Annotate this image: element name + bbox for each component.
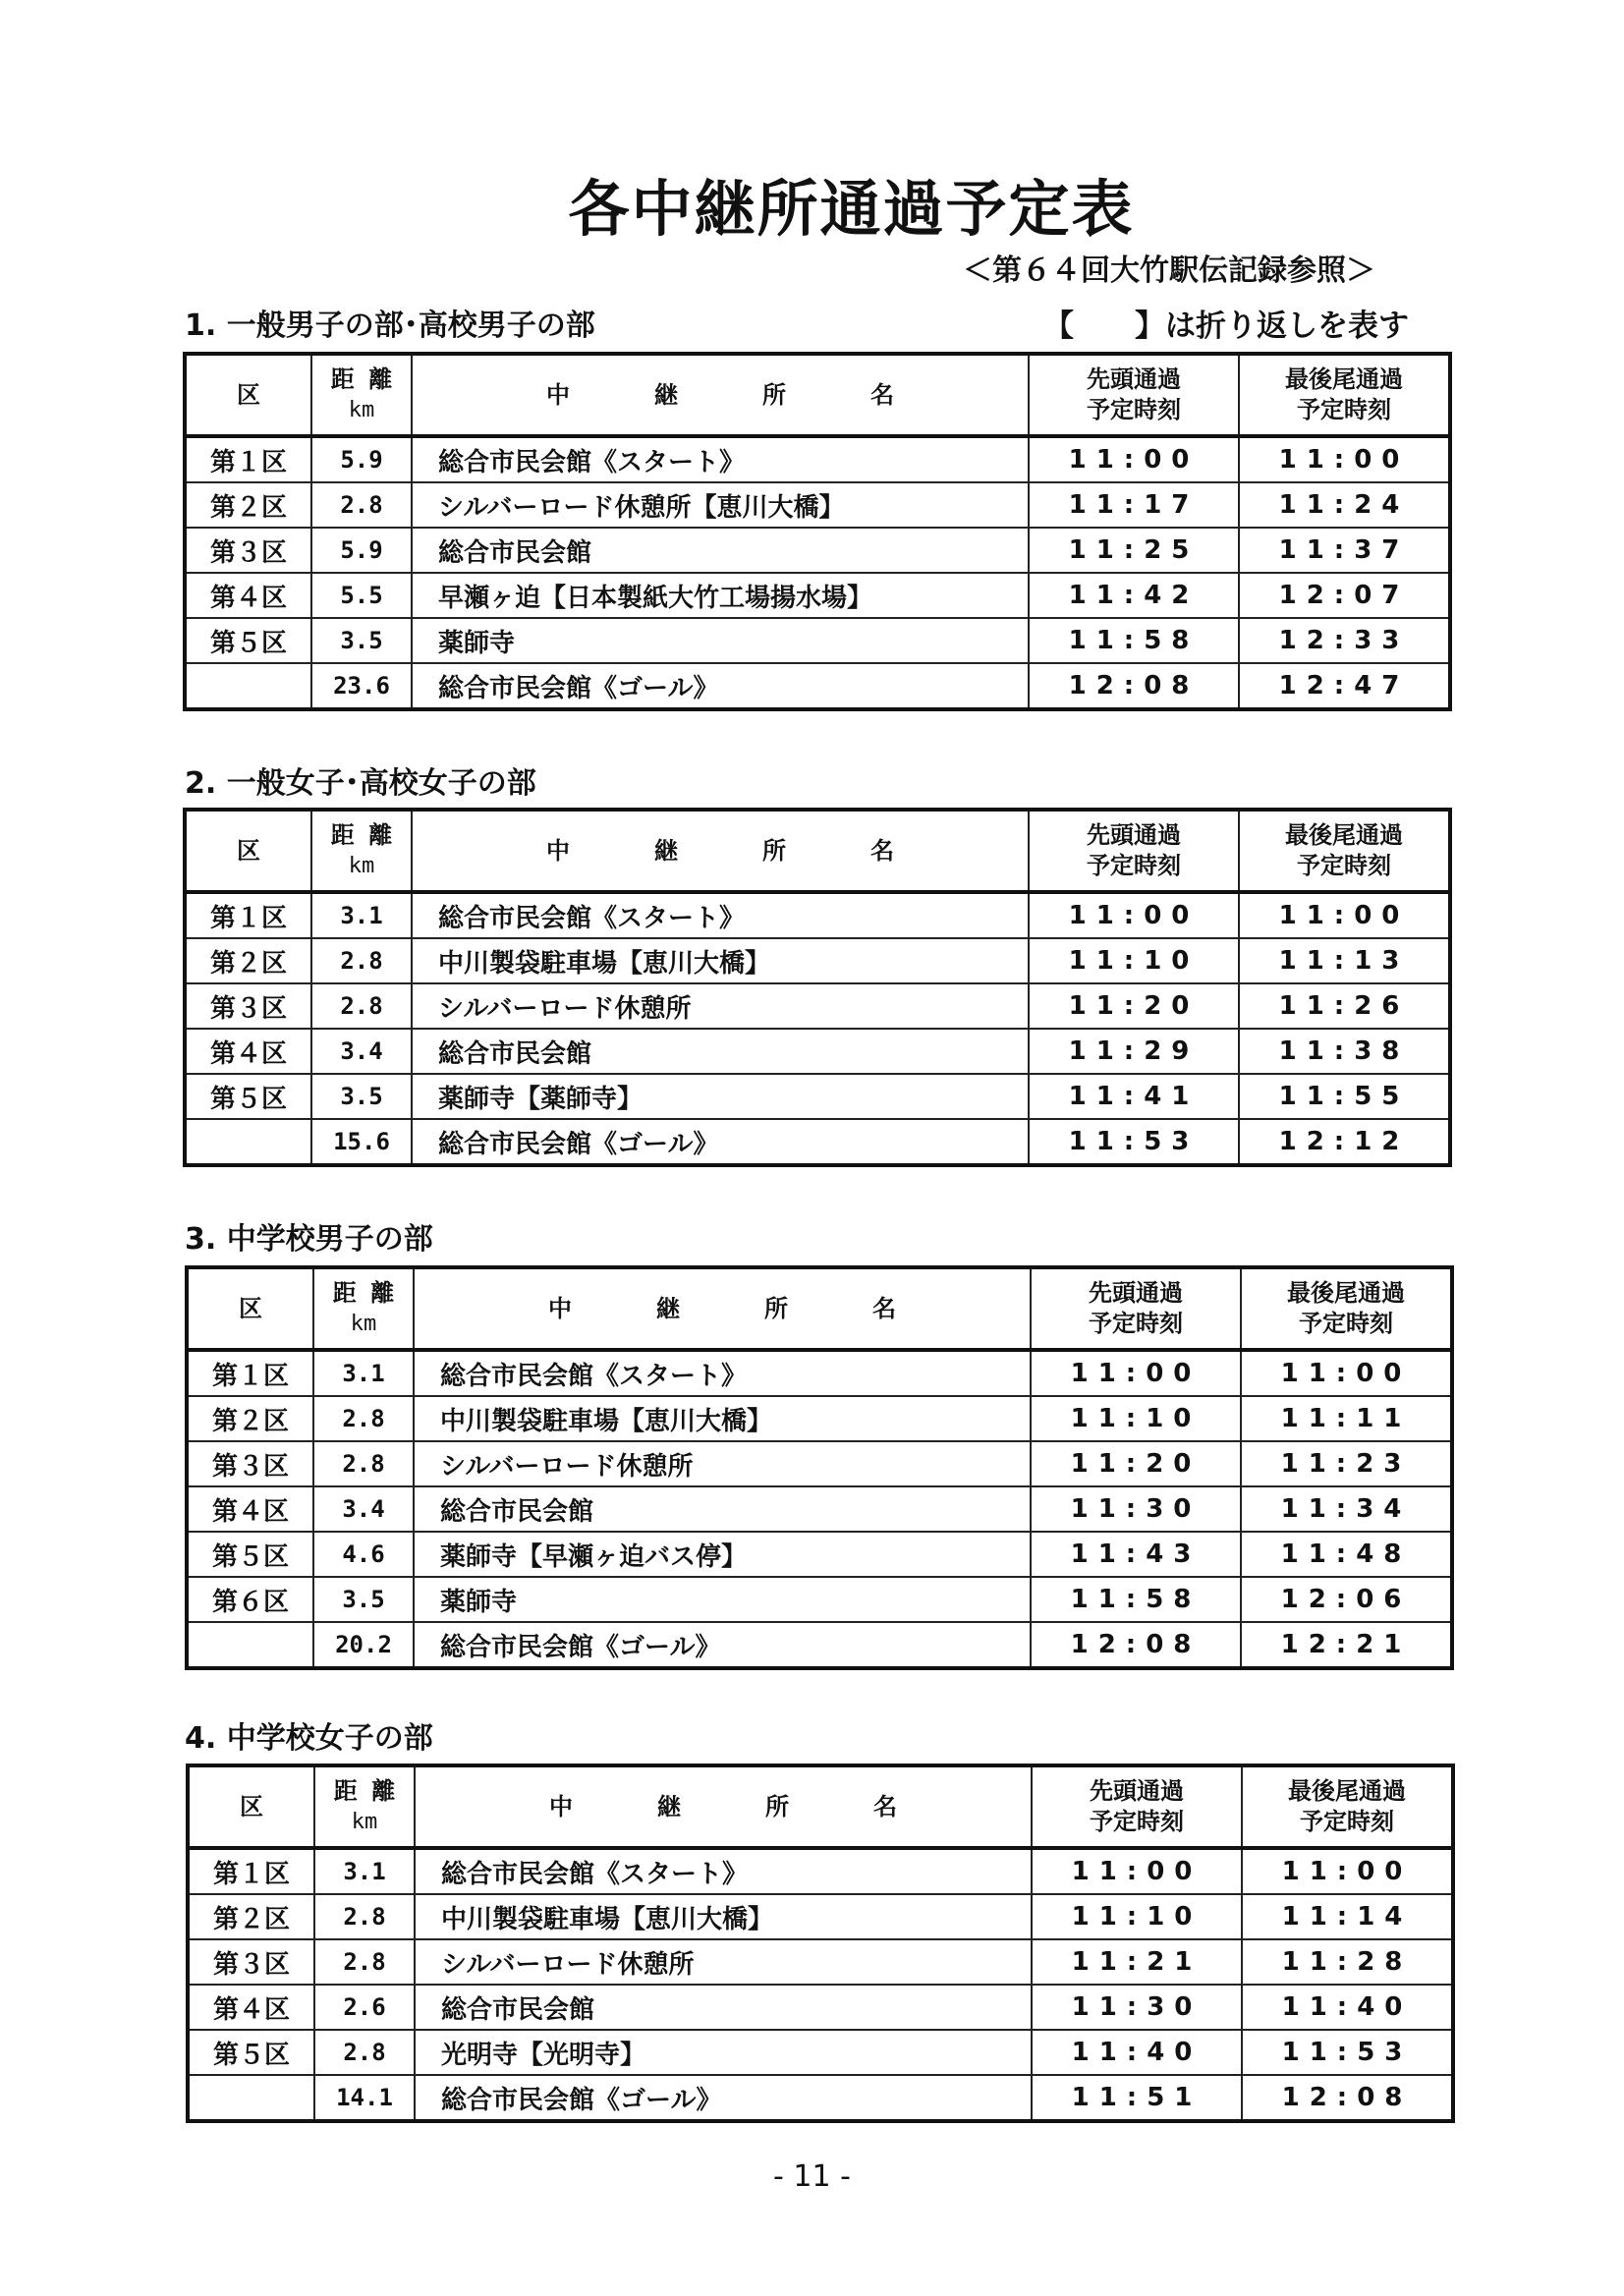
header-relay-point-char: 継 [657, 1792, 681, 1820]
table-row [185, 983, 1450, 1029]
header-ku: 区 [185, 810, 311, 892]
header-row [185, 354, 1450, 436]
table-row [188, 2030, 1453, 2075]
row-ku: 第４区 [185, 1029, 311, 1074]
row-last-time: 12:08 [1242, 2075, 1453, 2121]
row-last-time: 12:21 [1241, 1622, 1452, 1668]
row-ku [188, 2075, 314, 2121]
table-row [185, 938, 1450, 983]
table-row [185, 1029, 1450, 1074]
row-lead-time: 11:58 [1029, 618, 1239, 663]
header-relay-point [412, 810, 1029, 892]
header-lead-line2: 予定時刻 [1087, 852, 1181, 879]
row-distance: 20.2 [313, 1622, 414, 1668]
header-last-line2: 予定時刻 [1300, 1808, 1394, 1835]
row-relay-point: 薬師寺【早瀬ヶ迫バス停】 [414, 1532, 1031, 1577]
row-lead-time: 11:42 [1029, 573, 1239, 618]
row-last-time: 11:00 [1239, 892, 1450, 938]
table-row [185, 573, 1450, 618]
row-relay-point: 中川製袋駐車場【恵川大橋】 [414, 1396, 1031, 1441]
header-relay-point-label [506, 1294, 938, 1324]
row-lead-time: 11:00 [1032, 1848, 1242, 1894]
row-ku [185, 663, 311, 709]
header-ku: 区 [187, 1267, 313, 1350]
header-distance-label: 距 離 [330, 365, 393, 393]
header-last-line2: 予定時刻 [1299, 1310, 1393, 1337]
row-relay-point: 総合市民会館《スタート》 [412, 436, 1029, 482]
header-relay-point-label [504, 380, 936, 411]
header-relay-point-char: 継 [656, 1294, 680, 1322]
row-relay-point: 早瀬ヶ迫【日本製紙大竹工場揚水場】 [412, 573, 1029, 618]
row-distance: 2.8 [311, 938, 412, 983]
row-ku: 第１区 [185, 892, 311, 938]
row-ku: 第４区 [187, 1486, 313, 1532]
row-lead-time: 11:30 [1031, 1486, 1241, 1532]
table-row [187, 1532, 1452, 1577]
row-last-time: 11:34 [1241, 1486, 1452, 1532]
page-number: - 11 - [773, 2159, 851, 2194]
row-ku: 第５区 [187, 1532, 313, 1577]
header-relay-point [415, 1765, 1032, 1848]
row-lead-time: 11:53 [1029, 1119, 1239, 1165]
row-distance: 2.8 [314, 2030, 415, 2075]
table-row [185, 618, 1450, 663]
table-row [185, 892, 1450, 938]
row-distance: 14.1 [314, 2075, 415, 2121]
row-distance: 23.6 [311, 663, 412, 709]
row-lead-time: 11:10 [1032, 1894, 1242, 1939]
row-relay-point: 中川製袋駐車場【恵川大橋】 [412, 938, 1029, 983]
table-row [185, 528, 1450, 573]
row-lead-time: 11:21 [1032, 1939, 1242, 1985]
schedule-table [185, 1265, 1454, 1670]
row-ku: 第４区 [185, 573, 311, 618]
row-relay-point: 総合市民会館 [414, 1486, 1031, 1532]
row-relay-point: 総合市民会館《ゴール》 [412, 663, 1029, 709]
row-relay-point: シルバーロード休憩所【恵川大橋】 [412, 482, 1029, 528]
table-row [188, 1939, 1453, 1985]
row-lead-time: 11:20 [1029, 983, 1239, 1029]
row-distance: 2.8 [311, 983, 412, 1029]
row-relay-point: 光明寺【光明寺】 [415, 2030, 1032, 2075]
row-last-time: 11:00 [1239, 436, 1450, 482]
header-last-line1: 最後尾通過 [1288, 1777, 1406, 1805]
row-last-time: 11:14 [1242, 1894, 1453, 1939]
table-row [188, 2075, 1453, 2121]
row-ku [187, 1622, 313, 1668]
schedule-table [183, 808, 1452, 1167]
row-lead-time: 11:30 [1032, 1985, 1242, 2030]
row-relay-point: 薬師寺 [414, 1577, 1031, 1622]
row-distance: 2.8 [313, 1396, 414, 1441]
header-lead-line1: 先頭通過 [1089, 1279, 1183, 1307]
header-km-label: km [348, 398, 375, 422]
table-row [187, 1350, 1452, 1396]
row-lead-time: 11:25 [1029, 528, 1239, 573]
row-distance: 3.1 [314, 1848, 415, 1894]
header-relay-point-label [504, 836, 936, 867]
row-ku [185, 1119, 311, 1165]
schedule-table [183, 352, 1452, 711]
header-row [187, 1267, 1452, 1350]
row-lead-time: 11:10 [1031, 1396, 1241, 1441]
header-last-line1: 最後尾通過 [1285, 821, 1403, 849]
row-lead-time: 11:51 [1032, 2075, 1242, 2121]
row-ku: 第２区 [187, 1396, 313, 1441]
turnaround-note: 【 】は折り返しを表す [1043, 308, 1409, 344]
header-distance-label: 距 離 [332, 1279, 395, 1307]
header-relay-point-char: 中 [548, 1294, 572, 1322]
header-km-label: km [350, 1312, 377, 1336]
row-ku: 第３区 [188, 1939, 314, 1985]
table-row [187, 1622, 1452, 1668]
row-distance: 2.6 [314, 1985, 415, 2030]
header-lead-line2: 予定時刻 [1090, 1808, 1184, 1835]
row-lead-time: 11:00 [1031, 1350, 1241, 1396]
header-distance [311, 354, 412, 436]
table-row [188, 1894, 1453, 1939]
table-row [185, 1074, 1450, 1119]
header-relay-point-char: 名 [870, 380, 894, 409]
header-lead-time [1029, 810, 1239, 892]
row-lead-time: 11:20 [1031, 1441, 1241, 1486]
row-relay-point: シルバーロード休憩所 [414, 1441, 1031, 1486]
header-last-time [1239, 354, 1450, 436]
row-ku: 第３区 [185, 528, 311, 573]
row-distance: 4.6 [313, 1532, 414, 1577]
row-last-time: 11:23 [1241, 1441, 1452, 1486]
row-last-time: 11:55 [1239, 1074, 1450, 1119]
table-row [187, 1577, 1452, 1622]
row-last-time: 12:06 [1241, 1577, 1452, 1622]
table-row [187, 1441, 1452, 1486]
row-ku: 第１区 [187, 1350, 313, 1396]
row-ku: 第４区 [188, 1985, 314, 2030]
header-relay-point-char: 中 [546, 836, 570, 865]
header-relay-point-char: 所 [765, 1792, 789, 1820]
row-relay-point: 総合市民会館《ゴール》 [414, 1622, 1031, 1668]
header-row [188, 1765, 1453, 1848]
row-lead-time: 11:29 [1029, 1029, 1239, 1074]
header-relay-point-char: 中 [546, 380, 570, 409]
header-relay-point-char: 名 [873, 1792, 897, 1820]
section-heading: 3. 中学校男子の部 [185, 1222, 433, 1257]
reference-note: ＜第６４回大竹駅伝記録参照＞ [963, 253, 1375, 288]
row-ku: 第５区 [188, 2030, 314, 2075]
header-lead-time [1032, 1765, 1242, 1848]
row-last-time: 11:11 [1241, 1396, 1452, 1441]
row-distance: 3.5 [311, 1074, 412, 1119]
header-relay-point [412, 354, 1029, 436]
header-relay-point-char: 中 [549, 1792, 573, 1820]
header-relay-point-char: 所 [762, 380, 786, 409]
row-last-time: 11:24 [1239, 482, 1450, 528]
row-last-time: 11:37 [1239, 528, 1450, 573]
row-relay-point: 薬師寺 [412, 618, 1029, 663]
row-last-time: 11:26 [1239, 983, 1450, 1029]
header-last-line2: 予定時刻 [1297, 852, 1391, 879]
row-ku: 第２区 [188, 1894, 314, 1939]
row-ku: 第２区 [185, 482, 311, 528]
table-row [185, 436, 1450, 482]
table-row [187, 1396, 1452, 1441]
header-lead-time [1031, 1267, 1241, 1350]
row-last-time: 12:33 [1239, 618, 1450, 663]
row-last-time: 11:53 [1242, 2030, 1453, 2075]
row-lead-time: 11:17 [1029, 482, 1239, 528]
table-row [185, 663, 1450, 709]
section-heading: 4. 中学校女子の部 [185, 1721, 433, 1756]
row-distance: 2.8 [314, 1894, 415, 1939]
row-lead-time: 12:08 [1029, 663, 1239, 709]
header-lead-line1: 先頭通過 [1087, 365, 1181, 393]
row-distance: 3.5 [311, 618, 412, 663]
header-km-label: km [348, 854, 375, 878]
header-ku: 区 [188, 1765, 314, 1848]
header-last-line2: 予定時刻 [1297, 396, 1391, 423]
row-relay-point: 中川製袋駐車場【恵川大橋】 [415, 1894, 1032, 1939]
row-relay-point: 総合市民会館 [415, 1985, 1032, 2030]
header-relay-point-char: 継 [654, 380, 678, 409]
row-relay-point: 総合市民会館 [412, 1029, 1029, 1074]
row-distance: 5.9 [311, 436, 412, 482]
row-last-time: 11:00 [1241, 1350, 1452, 1396]
row-lead-time: 11:00 [1029, 892, 1239, 938]
row-last-time: 11:28 [1242, 1939, 1453, 1985]
row-last-time: 11:40 [1242, 1985, 1453, 2030]
header-distance [311, 810, 412, 892]
row-distance: 3.5 [313, 1577, 414, 1622]
header-last-time [1239, 810, 1450, 892]
header-row [185, 810, 1450, 892]
row-last-time: 12:07 [1239, 573, 1450, 618]
row-distance: 3.1 [311, 892, 412, 938]
row-relay-point: 総合市民会館《ゴール》 [412, 1119, 1029, 1165]
header-lead-line1: 先頭通過 [1090, 1777, 1184, 1805]
row-last-time: 11:13 [1239, 938, 1450, 983]
header-distance-label: 距 離 [330, 821, 393, 849]
row-relay-point: 総合市民会館《スタート》 [414, 1350, 1031, 1396]
header-lead-line1: 先頭通過 [1087, 821, 1181, 849]
header-relay-point [414, 1267, 1031, 1350]
header-relay-point-label [507, 1792, 939, 1822]
table-row [187, 1486, 1452, 1532]
row-ku: 第１区 [188, 1848, 314, 1894]
table-row [188, 1985, 1453, 2030]
table-row [188, 1848, 1453, 1894]
header-relay-point-char: 名 [870, 836, 894, 865]
header-relay-point-char: 名 [872, 1294, 896, 1322]
row-distance: 15.6 [311, 1119, 412, 1165]
header-lead-line2: 予定時刻 [1087, 396, 1181, 423]
row-ku: 第１区 [185, 436, 311, 482]
header-last-line1: 最後尾通過 [1287, 1279, 1405, 1307]
schedule-table [186, 1764, 1455, 2123]
row-distance: 2.8 [314, 1939, 415, 1985]
header-distance [314, 1765, 415, 1848]
row-distance: 2.8 [311, 482, 412, 528]
row-ku: 第３区 [185, 983, 311, 1029]
section-heading: 2. 一般女子･高校女子の部 [185, 766, 536, 801]
row-ku: 第５区 [185, 618, 311, 663]
row-ku: 第６区 [187, 1577, 313, 1622]
row-last-time: 12:47 [1239, 663, 1450, 709]
row-relay-point: シルバーロード休憩所 [412, 983, 1029, 1029]
row-lead-time: 11:43 [1031, 1532, 1241, 1577]
row-distance: 2.8 [313, 1441, 414, 1486]
table-row [185, 482, 1450, 528]
row-distance: 5.9 [311, 528, 412, 573]
row-last-time: 12:12 [1239, 1119, 1450, 1165]
row-ku: 第３区 [187, 1441, 313, 1486]
row-distance: 3.4 [311, 1029, 412, 1074]
row-relay-point: シルバーロード休憩所 [415, 1939, 1032, 1985]
section-heading: 1. 一般男子の部･高校男子の部 [185, 308, 595, 343]
header-lead-time [1029, 354, 1239, 436]
row-lead-time: 11:58 [1031, 1577, 1241, 1622]
header-last-time [1242, 1765, 1453, 1848]
header-lead-line2: 予定時刻 [1089, 1310, 1183, 1337]
header-ku: 区 [185, 354, 311, 436]
row-relay-point: 総合市民会館《スタート》 [415, 1848, 1032, 1894]
header-relay-point-char: 継 [654, 836, 678, 865]
row-relay-point: 総合市民会館《ゴール》 [415, 2075, 1032, 2121]
row-relay-point: 総合市民会館《スタート》 [412, 892, 1029, 938]
row-lead-time: 11:41 [1029, 1074, 1239, 1119]
row-distance: 5.5 [311, 573, 412, 618]
row-last-time: 11:48 [1241, 1532, 1452, 1577]
row-relay-point: 総合市民会館 [412, 528, 1029, 573]
header-last-time [1241, 1267, 1452, 1350]
header-relay-point-char: 所 [764, 1294, 788, 1322]
row-ku: 第５区 [185, 1074, 311, 1119]
row-relay-point: 薬師寺【薬師寺】 [412, 1074, 1029, 1119]
header-km-label: km [351, 1810, 378, 1834]
table-row [185, 1119, 1450, 1165]
row-distance: 3.1 [313, 1350, 414, 1396]
row-lead-time: 12:08 [1031, 1622, 1241, 1668]
header-relay-point-char: 所 [762, 836, 786, 865]
header-distance [313, 1267, 414, 1350]
row-lead-time: 11:00 [1029, 436, 1239, 482]
header-distance-label: 距 離 [333, 1777, 396, 1805]
header-last-line1: 最後尾通過 [1285, 365, 1403, 393]
row-distance: 3.4 [313, 1486, 414, 1532]
page-title: 各中継所通過予定表 [568, 173, 1135, 245]
row-last-time: 11:00 [1242, 1848, 1453, 1894]
row-lead-time: 11:40 [1032, 2030, 1242, 2075]
row-ku: 第２区 [185, 938, 311, 983]
row-last-time: 11:38 [1239, 1029, 1450, 1074]
row-lead-time: 11:10 [1029, 938, 1239, 983]
